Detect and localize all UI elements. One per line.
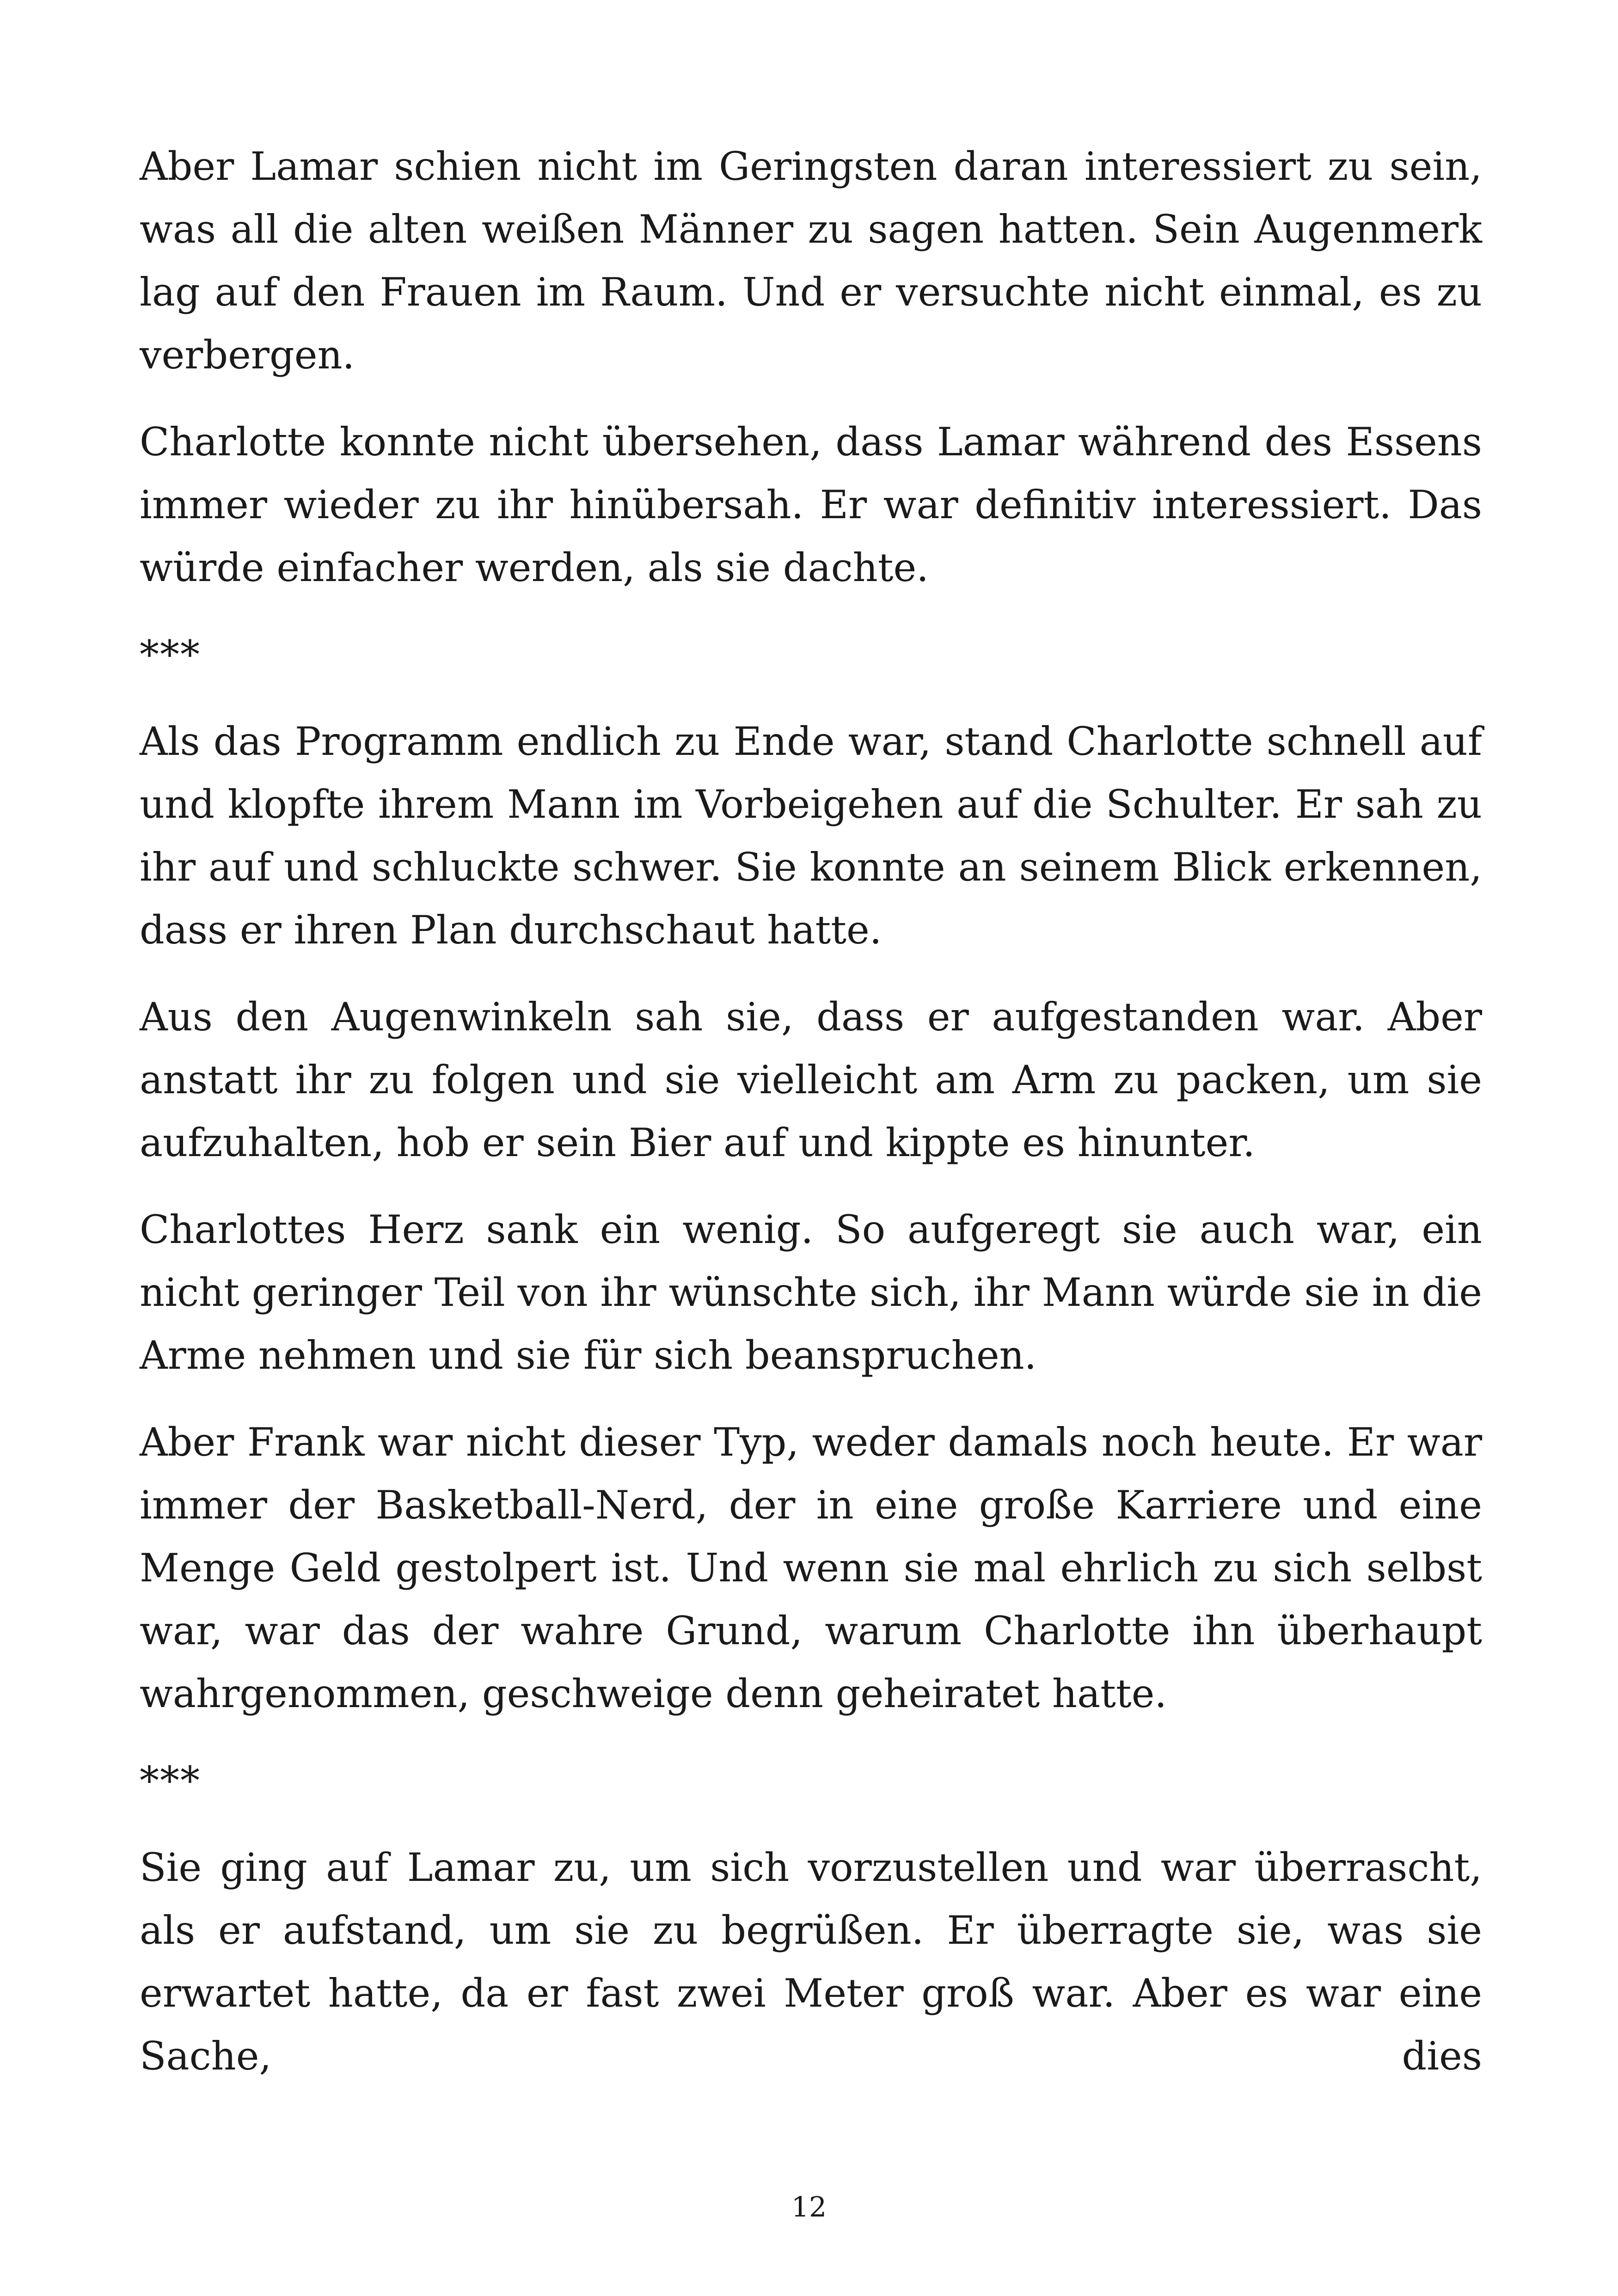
scene-break: *** [140,632,201,677]
page-number: 12 [791,2191,827,2223]
paragraph: Aus den Augenwinkeln sah sie, dass er aufgestanden war. Aber anstatt ihr zu folgen und sie vielleicht am Arm zu packen, um sie aufzuhalten, hob er sein Bier auf und kippte es hinunter. [140,994,1482,1165]
paragraph: Als das Programm endlich zu Ende war, stand Charlotte schnell auf und klopfte ihrem Mann im Vorbeigehen auf die Schulter. Er sah zu ihr auf und schluckte schwer. Sie konnte an seinem Blick erkennen, dass er ihren Plan durchschaut hatte. [140,719,1482,953]
paragraph: Charlotte konnte nicht übersehen, dass Lamar während des Essens immer wieder zu ihr hinübersah. Er war definitiv interessiert. Das würde einfacher werden, als sie dachte. [140,419,1482,590]
paragraph: Aber Frank war nicht dieser Typ, weder damals noch heute. Er war immer der Basketball-Nerd, der in eine große Karriere und eine Menge Geld gestolpert ist. Und wenn sie mal ehrlich zu sich selbst war, war das der wahre Grund, warum Charlotte ihn überhaupt wahrgenommen, geschweige denn geheiratet hatte. [140,1420,1482,1716]
paragraph: Sie ging auf Lamar zu, um sich vorzustellen und war überrascht, als er aufstand, um sie zu begrüßen. Er überragte sie, was sie erwartet hatte, da er fast zwei Meter groß war. Aber es war eine Sache, dies [140,1845,1482,2079]
paragraph: Charlottes Herz sank ein wenig. So aufgeregt sie auch war, ein nicht geringer Teil von ihr wünschte sich, ihr Mann würde sie in die Arme nehmen und sie für sich beanspruchen. [140,1207,1482,1378]
scene-break: *** [140,1758,201,1803]
body-text [140,135,1482,2112]
paragraph: Aber Lamar schien nicht im Geringsten daran interessiert zu sein, was all die alten weißen Männer zu sagen hatten. Sein Augenmerk lag auf den Frauen im Raum. Und er versuchte nicht einmal, es zu verbergen. [140,144,1482,378]
